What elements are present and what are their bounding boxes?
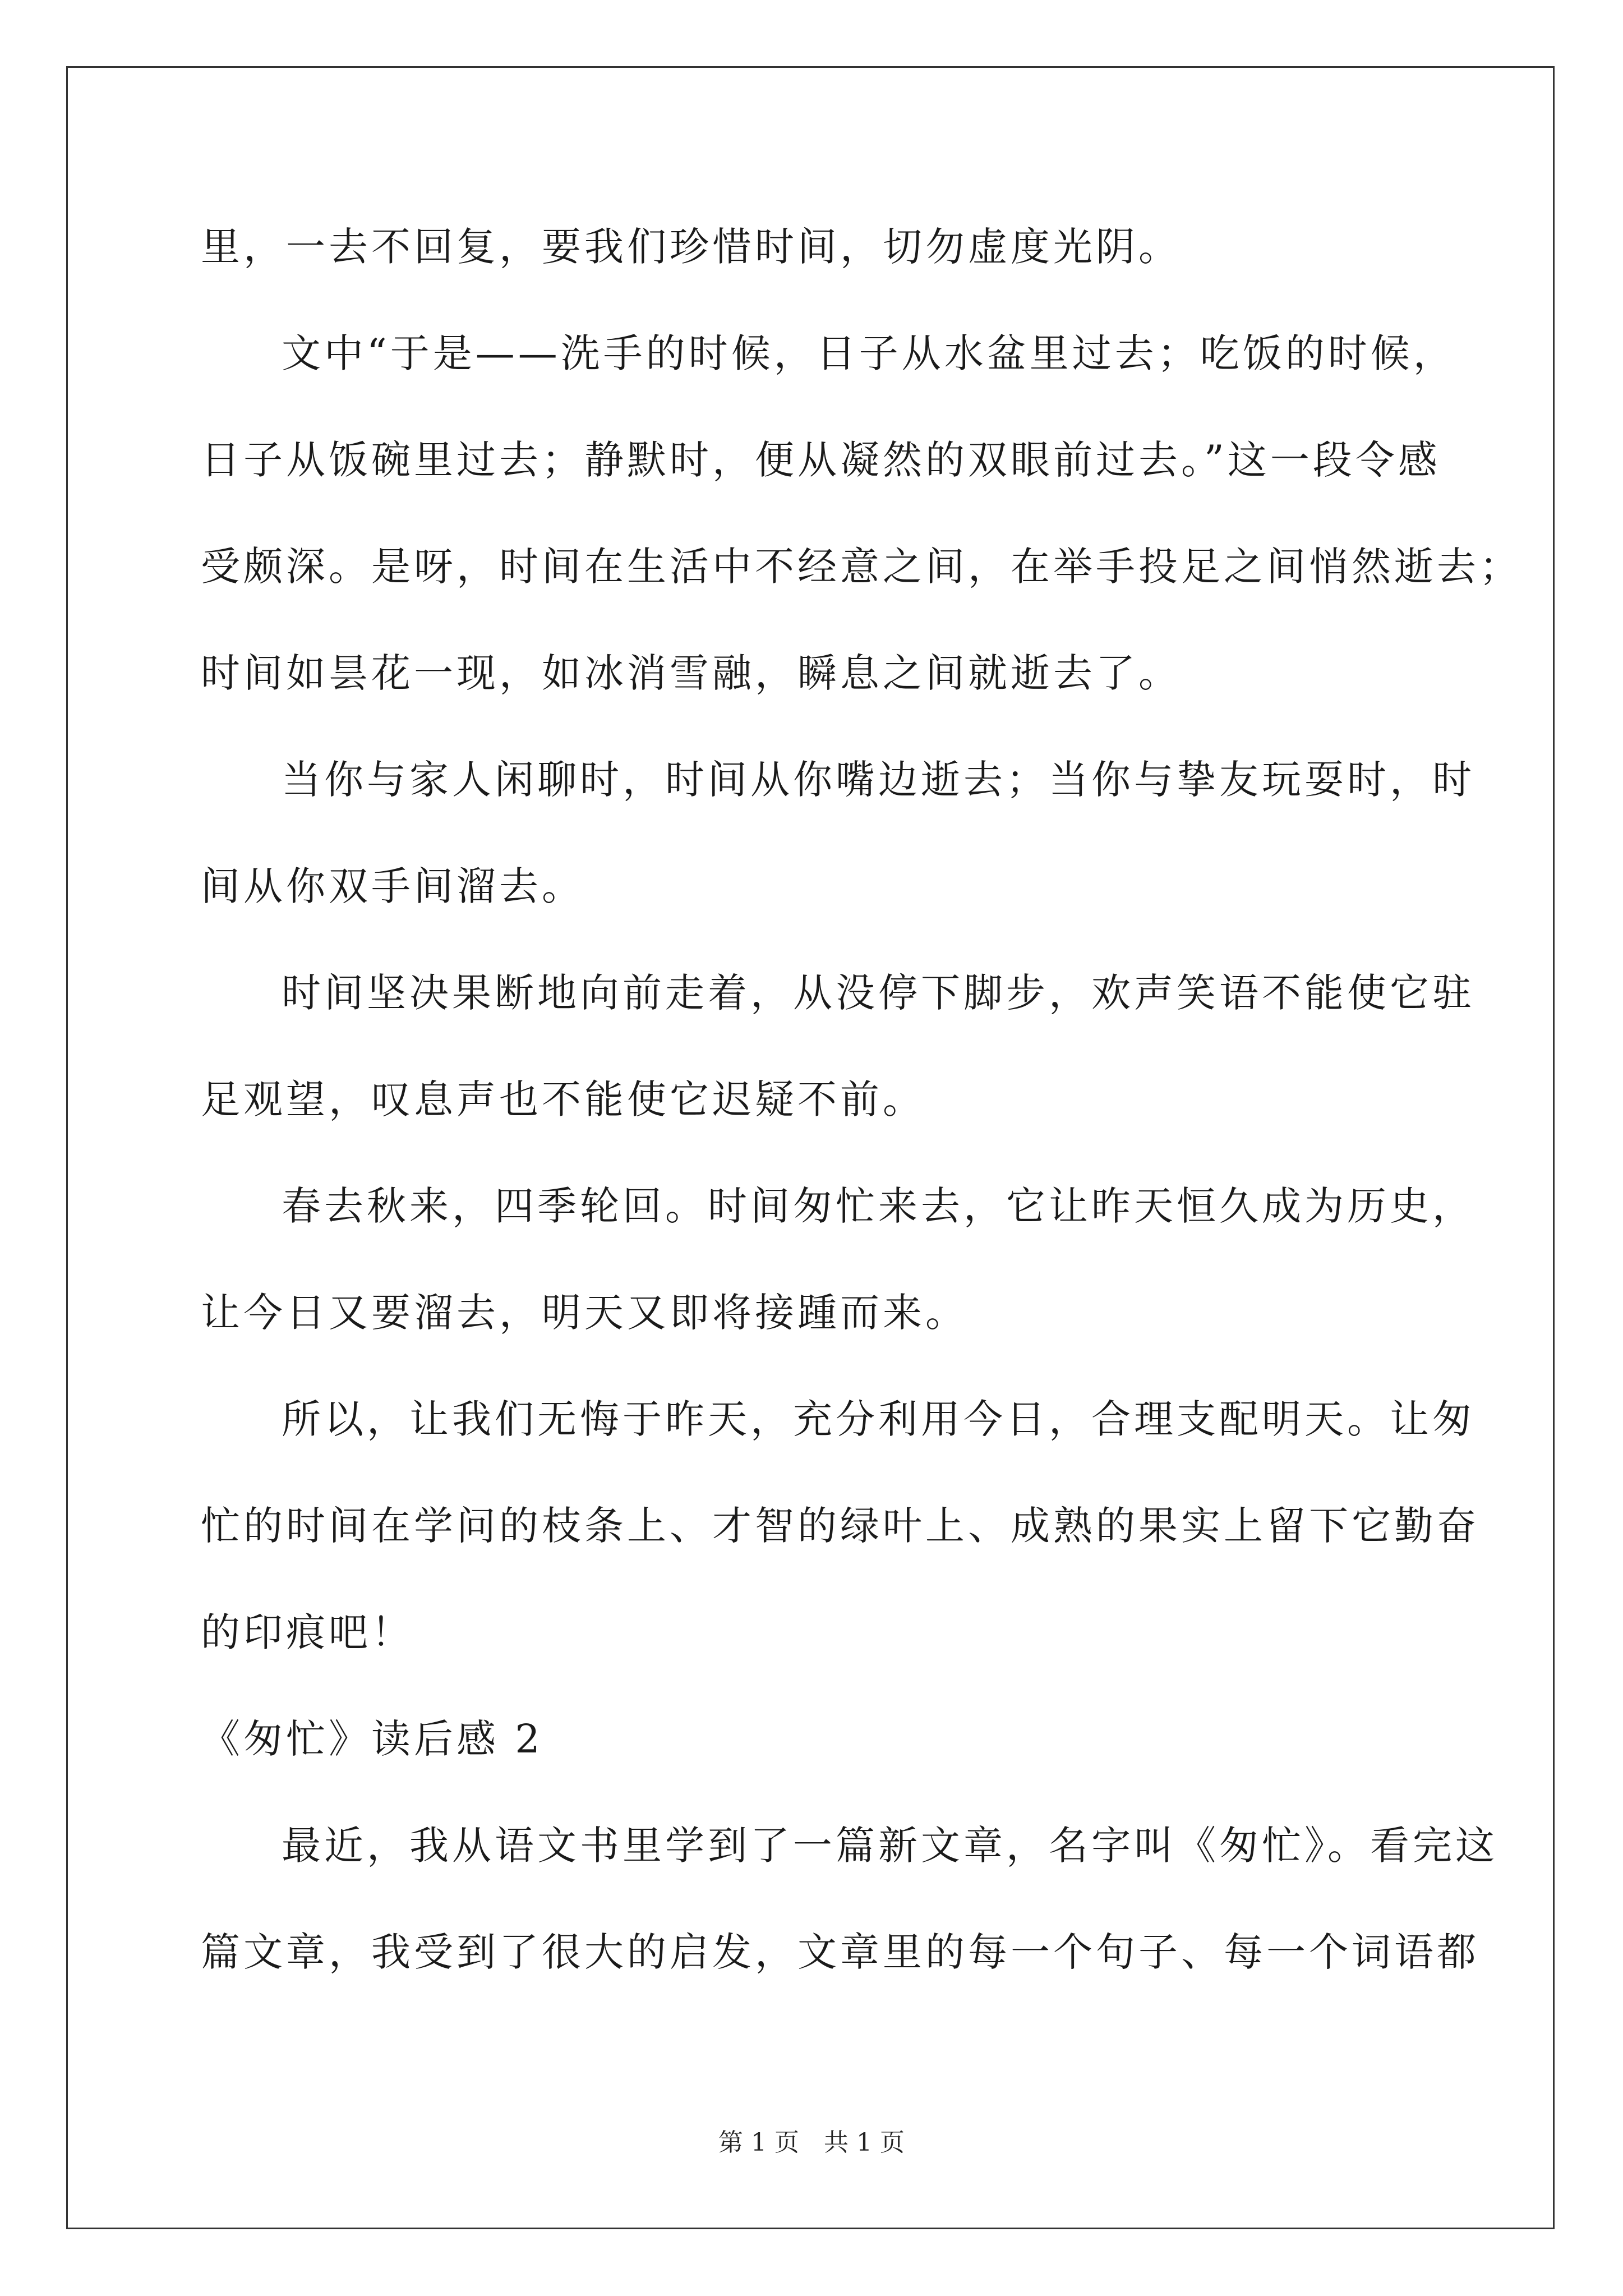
text-line: 时间如昙花一现，如冰消雪融，瞬息之间就逝去了。 [201, 650, 1181, 696]
section-heading: 《匆忙》读后感 2 [201, 1716, 543, 1762]
text-line: 篇文章，我受到了很大的启发，文章里的每一个句子、每一个词语都 [201, 1929, 1479, 1975]
text-line: 的印痕吧！ [201, 1609, 414, 1655]
page-border [66, 66, 1555, 2229]
paragraph-line: 文中“于是——洗手的时候，日子从水盆里过去；吃饭的时候， [282, 330, 1456, 376]
paragraph-line: 时间坚决果断地向前走着，从没停下脚步，欢声笑语不能使它驻 [282, 970, 1475, 1016]
text-line: 让今日又要溜去，明天又即将接踵而来。 [201, 1290, 968, 1336]
paragraph-line: 当你与家人闲聊时，时间从你嘴边逝去；当你与挚友玩耍时，时 [282, 757, 1475, 803]
text-line: 里，一去不回复，要我们珍惜时间，切勿虚度光阴。 [201, 224, 1181, 270]
text-line: 日子从饭碗里过去；静默时，便从凝然的双眼前过去。”这一段令感 [201, 437, 1441, 483]
text-line: 间从你双手间溜去。 [201, 863, 584, 909]
paragraph-line: 所以，让我们无悔于昨天，充分利用今日，合理支配明天。让匆 [282, 1396, 1475, 1442]
paragraph-line: 春去秋来，四季轮回。时间匆忙来去，它让昨天恒久成为历史， [282, 1183, 1475, 1229]
text-line: 足观望，叹息声也不能使它迟疑不前。 [201, 1076, 925, 1122]
page-footer: 第 1 页 共 1 页 [718, 2128, 905, 2157]
paragraph-line: 最近，我从语文书里学到了一篇新文章，名字叫《匆忙》。看完这 [282, 1823, 1498, 1869]
text-line: 忙的时间在学问的枝条上、才智的绿叶上、成熟的果实上留下它勤奋 [201, 1503, 1479, 1549]
text-line: 受颇深。是呀，时间在生活中不经意之间，在举手投足之间悄然逝去； [201, 544, 1522, 590]
